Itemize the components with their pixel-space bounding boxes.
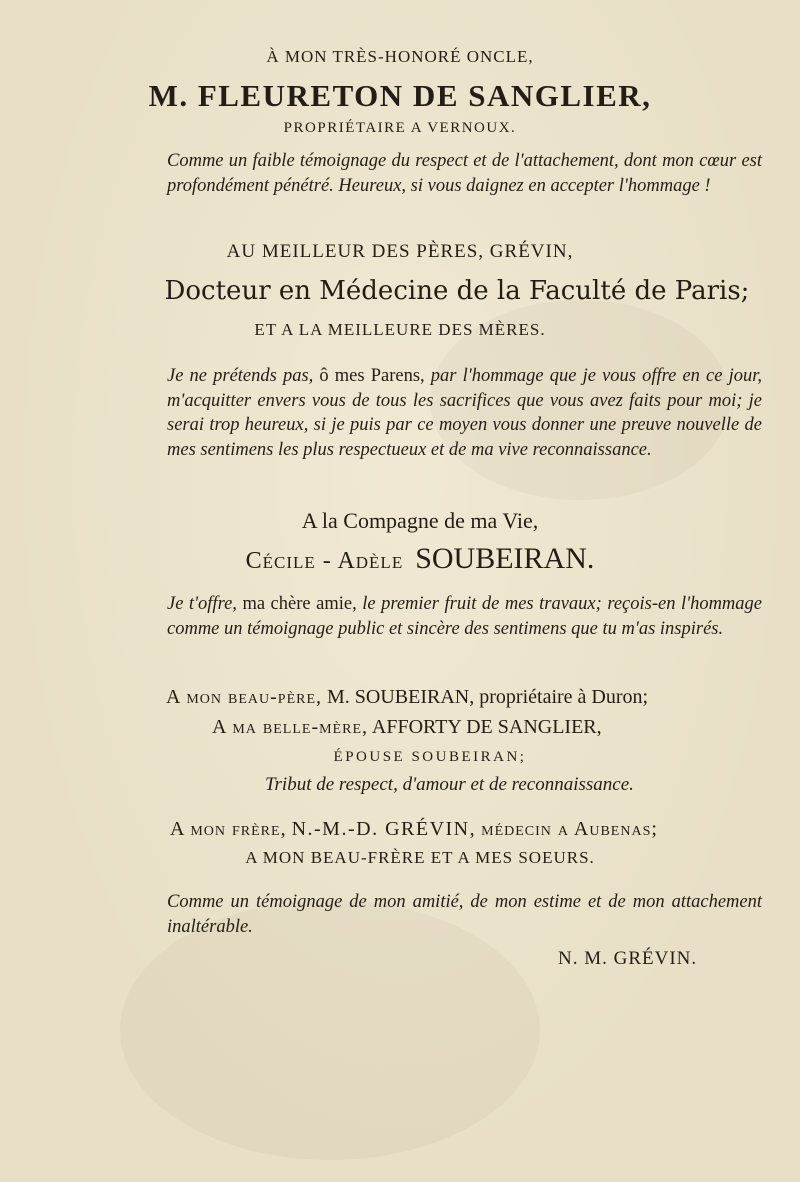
signature: N. M. GRÉVIN. <box>558 948 698 969</box>
dedication-wife-text <box>167 592 762 641</box>
father-in-law-label: A mon beau-père, <box>166 686 323 708</box>
in-laws-tribute: Tribut de respect, d'amour et de reconnaissance. <box>265 774 634 795</box>
dedication-father-heading: AU MEILLEUR DES PÈRES, GRÉVIN, <box>226 241 574 262</box>
wife-text-rest: le premier fruit de mes travaux; reçois-en l'hommage comme un témoignage public et sincère des sentimens que tu m'as inspirés. <box>167 594 763 639</box>
father-in-law-name: M. SOUBEIRAN, <box>327 686 475 708</box>
dedication-brother <box>170 818 770 841</box>
parents-text-lead: Je ne prétends pas, <box>167 366 314 386</box>
parents-text-roman: ô mes Parens, <box>319 366 425 386</box>
dedication-mother-in-law <box>212 716 772 739</box>
uncle-name: M. FLEURETON DE SANGLIER, <box>148 78 652 113</box>
mother-in-law-label: A ma belle-mère, <box>212 716 368 738</box>
father-in-law-rest: propriétaire à Duron; <box>479 686 649 708</box>
dedication-uncle-text: Comme un faible témoignage du respect et de l'attachement, dont mon cœur est profondément pénétré. Heureux, si vous daignez en accepter l'hommage ! <box>167 151 762 196</box>
dedication-uncle-heading: À MON TRÈS-HONORÉ ONCLE, <box>266 47 534 66</box>
brother-name: N.-M.-D. GRÉVIN, <box>291 818 477 840</box>
brother-label: A mon frère, <box>170 818 287 840</box>
father-title: Docteur en Médecine de la Faculté de Paris; <box>164 276 750 306</box>
wife-given-names: Cécile - Adèle <box>245 548 404 574</box>
parents-text-rest: par l'hommage que je vous offre en ce jour, m'acquitter envers vous de tous les sacrifices que vous avez faits pour moi; je serai trop heureux, si je puis par ce moyen vous donner une preuve nouvelle de mes sentimens les plus respectueux et de ma vive reconnaissance. <box>167 366 763 460</box>
wife-name <box>20 542 800 576</box>
dedication-siblings-text: Comme un témoignage de mon amitié, de mon estime et de mon attachement inaltérable. <box>167 892 762 937</box>
wife-text-roman: ma chère amie, <box>242 594 357 614</box>
wife-text-lead: Je t'offre, <box>167 594 237 614</box>
mother-in-law-title: ÉPOUSE SOUBEIRAN; <box>333 749 527 765</box>
dedication-parents-text <box>167 364 762 462</box>
uncle-title: PROPRIÉTAIRE A VERNOUX. <box>283 120 517 136</box>
wife-surname: SOUBEIRAN. <box>415 542 595 575</box>
brother-rest: médecin a Aubenas; <box>481 818 658 840</box>
dedication-wife-heading: A la Compagne de ma Vie, <box>301 508 539 533</box>
dedication-mother-heading: ET A LA MEILLEURE DES MÈRES. <box>254 320 546 339</box>
dedication-siblings: A MON BEAU-FRÈRE ET A MES SOEURS. <box>245 848 595 867</box>
dedication-father-in-law <box>166 686 766 709</box>
paper-stain <box>120 900 540 1160</box>
mother-in-law-name: AFFORTY DE SANGLIER, <box>371 716 602 738</box>
